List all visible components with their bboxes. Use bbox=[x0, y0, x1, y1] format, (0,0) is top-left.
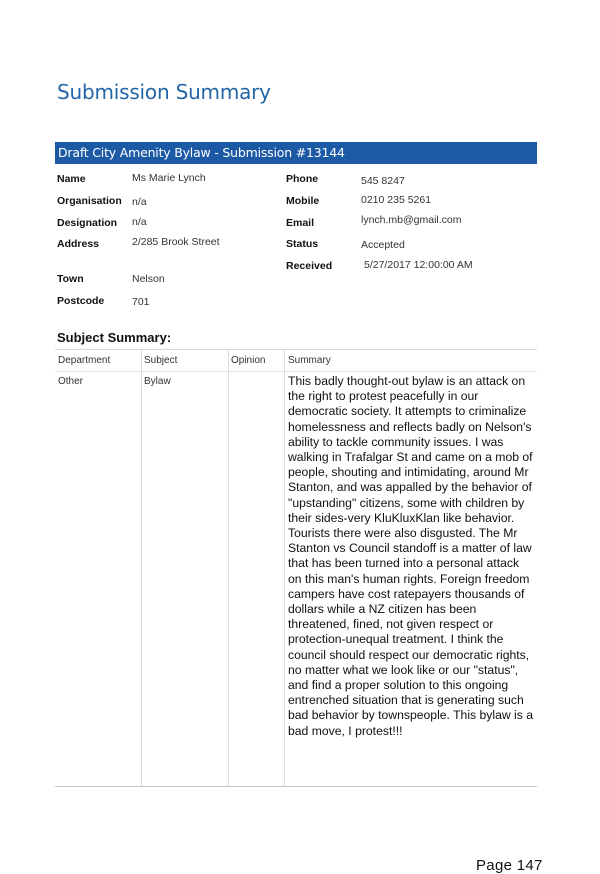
postcode-value: 701 bbox=[132, 296, 150, 308]
email-value: lynch.mb@gmail.com bbox=[361, 214, 462, 226]
received-value: 5/27/2017 12:00:00 AM bbox=[364, 259, 473, 271]
column-divider bbox=[284, 350, 285, 786]
mobile-label: Mobile bbox=[286, 195, 320, 207]
town-label: Town bbox=[57, 273, 84, 285]
received-label: Received bbox=[286, 260, 333, 272]
town-value: Nelson bbox=[132, 273, 165, 285]
phone-value: 545 8247 bbox=[361, 175, 405, 187]
postcode-label: Postcode bbox=[57, 295, 105, 307]
organisation-label: Organisation bbox=[57, 195, 122, 207]
status-value: Accepted bbox=[361, 239, 405, 251]
cell-department: Other bbox=[58, 376, 84, 387]
column-header-subject: Subject bbox=[144, 355, 178, 366]
address-value: 2/285 Brook Street bbox=[132, 236, 220, 248]
page-number: Page 147 bbox=[476, 857, 543, 874]
address-label: Address bbox=[57, 238, 100, 250]
column-divider bbox=[141, 350, 142, 786]
designation-value: n/a bbox=[132, 216, 147, 228]
submission-title-bar: Draft City Amenity Bylaw - Submission #13144 bbox=[55, 142, 537, 164]
name-label: Name bbox=[57, 173, 86, 185]
phone-label: Phone bbox=[286, 173, 319, 185]
name-value: Ms Marie Lynch bbox=[132, 172, 206, 184]
organisation-value: n/a bbox=[132, 196, 147, 208]
cell-summary: This badly thought-out bylaw is an attack on the right to protest peacefully in our democratic society. It attempts to criminalize homelessness and reflects badly on Nelson's ability to tackle community issues. I was walking in Trafalgar St and came on a mob of people, shouting and intimidating, around Mr Stanton, and was appalled by the behavior of "upstanding" citizens, some with children by their sides-very KluKluxKlan like behavior. Tourists there were also disgusted. The Mr Stanton vs Council standoff is a matter of law that has been turned into a personal attack on this man's human rights. Foreign freedom campers have cost ratepayers thousands of dollars while a NZ citizen has been threatened, fined, not given respect or protection-unequal treatment. I think the council should respect our democratic rights, no matter what we look like or our "status", and find a proper solution to this ongoing entrenched situation that is generating such bad behavior by townspeople. This bylaw is a bad move, I protest!!! bbox=[288, 374, 534, 738]
column-header-department: Department bbox=[58, 355, 111, 366]
cell-subject: Bylaw bbox=[144, 376, 171, 387]
column-header-summary: Summary bbox=[288, 355, 331, 366]
column-header-opinion: Opinion bbox=[231, 355, 266, 366]
page-title: Submission Summary bbox=[57, 80, 271, 104]
status-label: Status bbox=[286, 238, 319, 250]
mobile-value: 0210 235 5261 bbox=[361, 194, 432, 206]
email-label: Email bbox=[286, 217, 315, 229]
subject-summary-heading: Subject Summary: bbox=[57, 330, 172, 345]
subject-summary-table bbox=[55, 349, 537, 787]
header-row-divider bbox=[55, 371, 537, 372]
column-divider bbox=[228, 350, 229, 786]
designation-label: Designation bbox=[57, 217, 118, 229]
